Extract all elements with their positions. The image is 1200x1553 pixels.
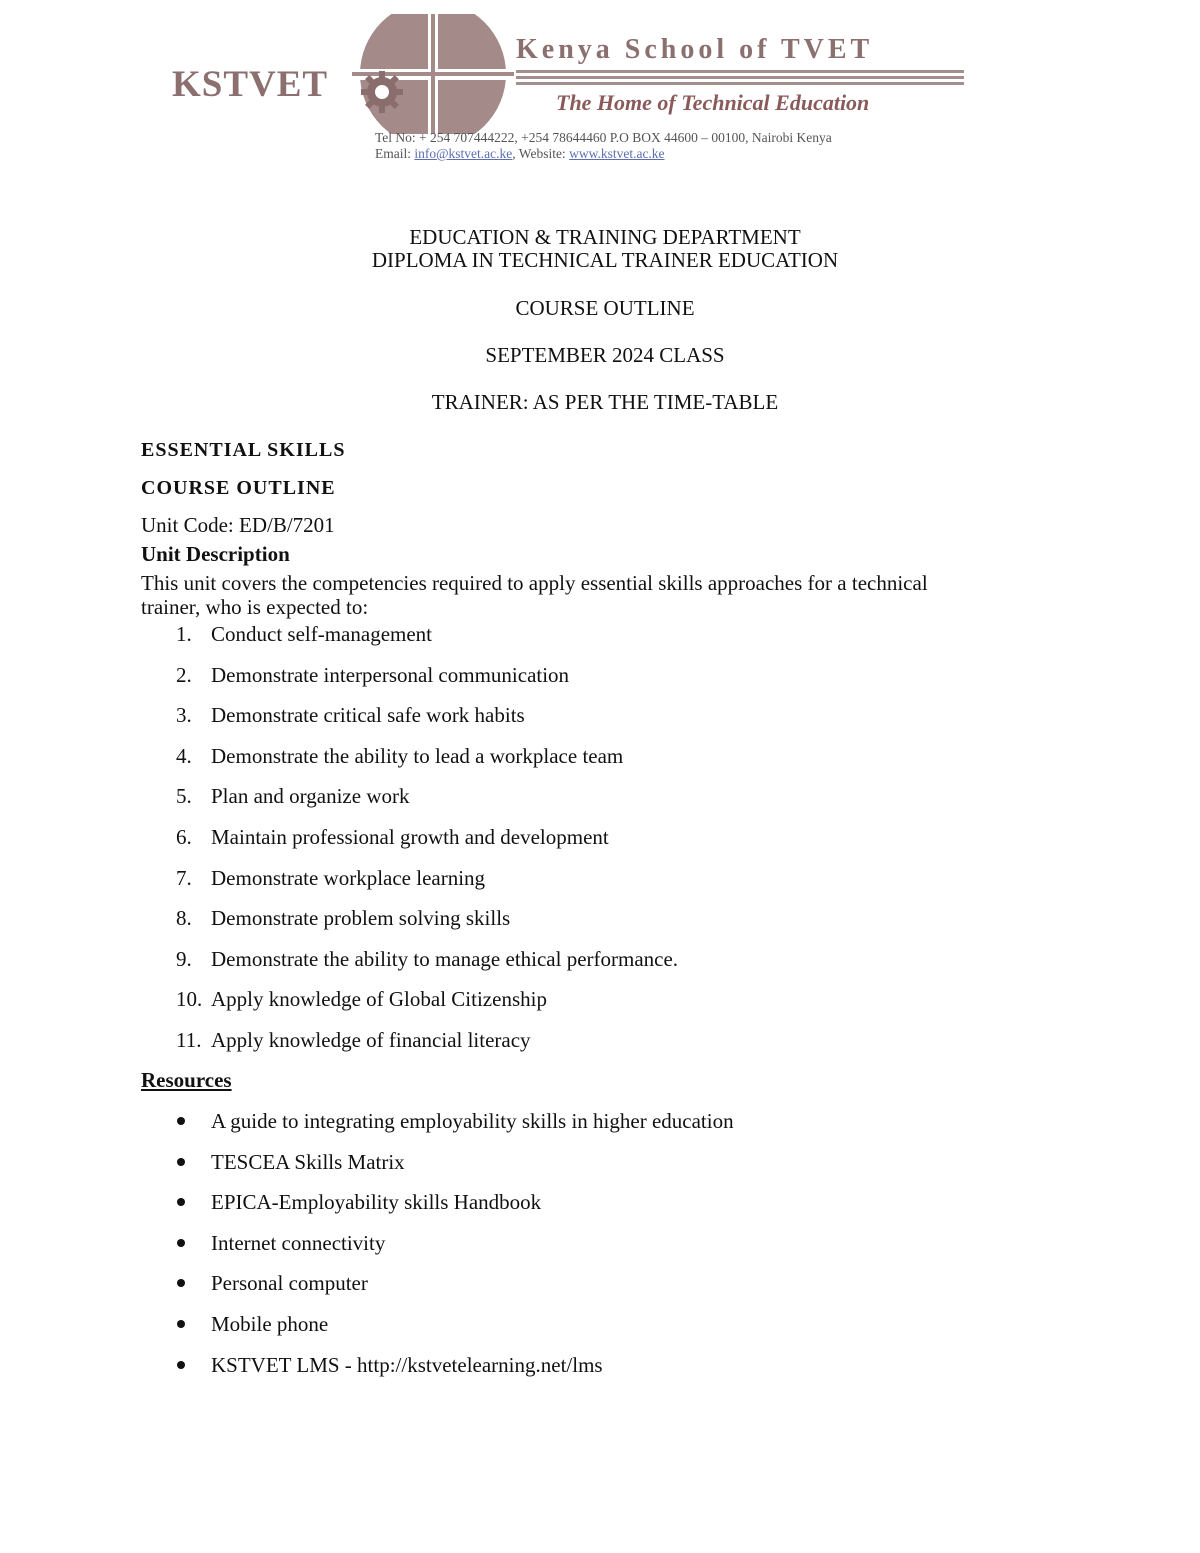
school-name: Kenya School of TVET bbox=[516, 34, 874, 65]
bullet-icon bbox=[177, 1239, 185, 1247]
resource-text: EPICA-Employability skills Handbook bbox=[211, 1190, 542, 1215]
description-line-1: This unit covers the competencies required to apply essential skills approaches for a technical bbox=[141, 571, 928, 595]
resources-heading: Resources bbox=[141, 1068, 232, 1092]
item-text: Plan and organize work bbox=[211, 784, 410, 809]
bullet-icon bbox=[177, 1361, 185, 1369]
item-text: Demonstrate interpersonal communication bbox=[211, 662, 570, 687]
item-number: 2. bbox=[176, 662, 192, 687]
item-number: 9. bbox=[176, 946, 192, 971]
resource-text: TESCEA Skills Matrix bbox=[211, 1149, 405, 1174]
department-title: EDUCATION & TRAINING DEPARTMENT bbox=[409, 225, 801, 249]
item-text: Maintain professional growth and development bbox=[211, 824, 609, 849]
item-number: 3. bbox=[176, 703, 192, 728]
subject-heading: ESSENTIAL SKILLS bbox=[141, 439, 346, 461]
item-text: Demonstrate workplace learning bbox=[211, 865, 486, 890]
item-number: 10. bbox=[176, 987, 203, 1012]
contact-block bbox=[375, 130, 832, 162]
website-link[interactable]: www.kstvet.ac.ke bbox=[569, 146, 665, 161]
tagline: The Home of Technical Education bbox=[556, 90, 870, 115]
item-number: 11. bbox=[176, 1027, 202, 1052]
unit-description-heading: Unit Description bbox=[141, 542, 290, 566]
item-text: Conduct self-management bbox=[211, 622, 433, 646]
item-number: 6. bbox=[176, 824, 192, 849]
resource-text: Personal computer bbox=[211, 1271, 368, 1296]
trainer-line: TRAINER: AS PER THE TIME-TABLE bbox=[431, 390, 779, 414]
item-number: 1. bbox=[176, 622, 192, 646]
resource-text: A guide to integrating employability skills in higher education bbox=[211, 1109, 734, 1133]
bullet-icon bbox=[177, 1279, 185, 1287]
resource-text: Mobile phone bbox=[211, 1311, 329, 1336]
item-text: Apply knowledge of Global Citizenship bbox=[211, 987, 547, 1012]
class-title: SEPTEMBER 2024 CLASS bbox=[485, 343, 725, 367]
item-text: Demonstrate the ability to lead a workplace team bbox=[211, 743, 624, 768]
bullet-icon bbox=[177, 1117, 185, 1125]
email-link[interactable]: info@kstvet.ac.ke bbox=[414, 146, 513, 161]
item-number: 7. bbox=[176, 865, 192, 890]
item-text: Demonstrate the ability to manage ethical performance. bbox=[211, 946, 679, 971]
item-number: 5. bbox=[176, 784, 192, 809]
letterhead-rules bbox=[516, 70, 964, 88]
item-text: Apply knowledge of financial literacy bbox=[211, 1027, 531, 1052]
doc-title: COURSE OUTLINE bbox=[515, 296, 695, 320]
item-text: Demonstrate problem solving skills bbox=[211, 906, 511, 931]
bullet-icon bbox=[177, 1158, 185, 1166]
kstvet-wordmark: KSTVET bbox=[172, 64, 329, 105]
item-text: Demonstrate critical safe work habits bbox=[211, 703, 525, 728]
contact-email-website bbox=[375, 146, 832, 162]
description-line-2: trainer, who is expected to: bbox=[141, 595, 369, 619]
bullet-icon bbox=[177, 1320, 185, 1328]
contact-phone-address: Tel No: + 254 707444222, +254 78644460 P.O BOX 44600 – 00100, Nairobi Kenya bbox=[375, 130, 832, 145]
outline-heading: COURSE OUTLINE bbox=[141, 477, 336, 499]
resource-text: Internet connectivity bbox=[211, 1230, 386, 1255]
bullet-icon bbox=[177, 1198, 185, 1206]
email-label: Email: bbox=[375, 146, 411, 161]
item-number: 8. bbox=[176, 906, 192, 931]
unit-code: Unit Code: ED/B/7201 bbox=[141, 513, 335, 537]
item-number: 4. bbox=[176, 743, 192, 768]
website-label: , Website: bbox=[512, 146, 566, 161]
program-title: DIPLOMA IN TECHNICAL TRAINER EDUCATION bbox=[371, 248, 839, 272]
resource-text: KSTVET LMS - http://kstvetelearning.net/lms bbox=[211, 1352, 603, 1377]
letterhead bbox=[0, 0, 1200, 180]
kstvet-logo-icon bbox=[352, 14, 514, 134]
